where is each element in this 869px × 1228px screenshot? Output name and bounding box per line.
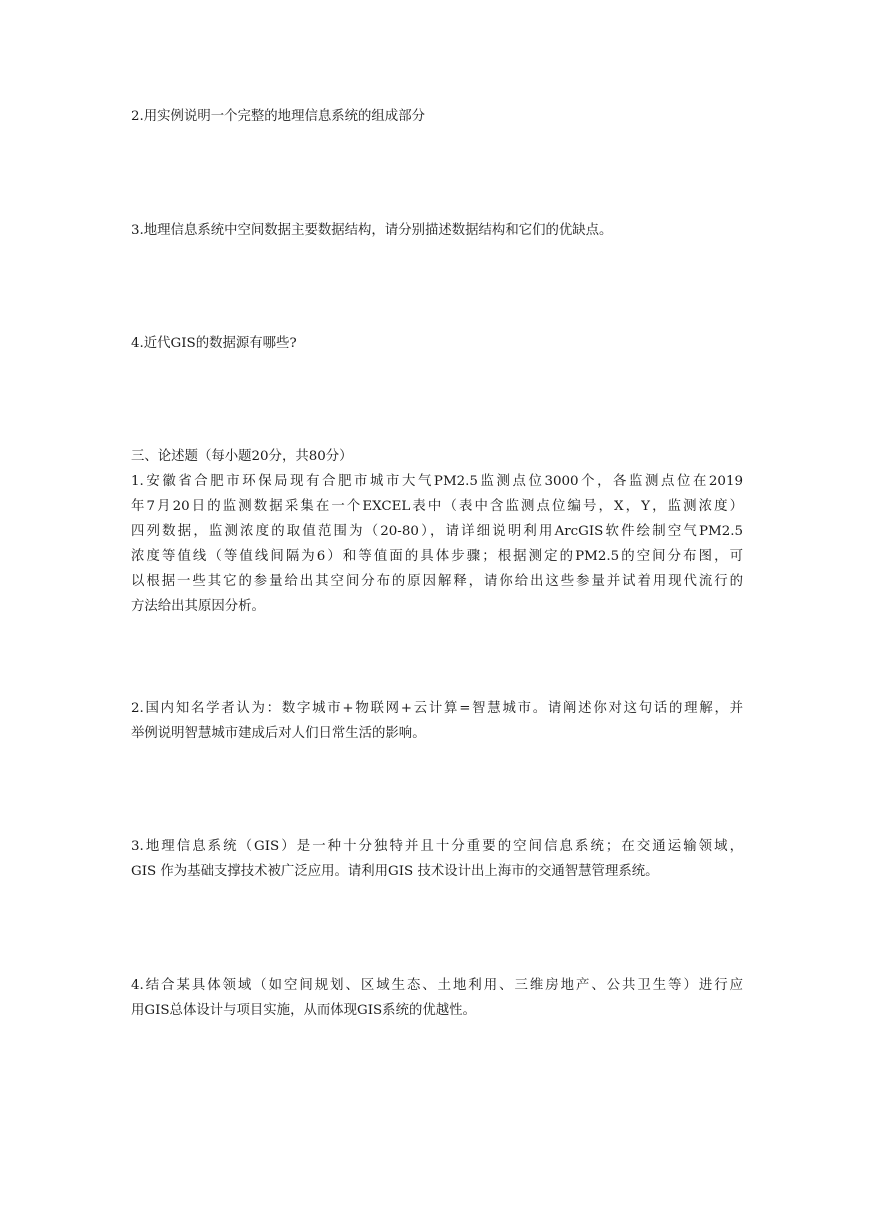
question-2-short-answer xyxy=(131,104,743,129)
question-line: 用GIS总体设计与项目实施，从而体现GIS系统的优越性。 xyxy=(131,1003,476,1018)
question-line: 3.地理信息系统（GIS）是一种十分独特并且十分重要的空间信息系统；在交通运输领域， xyxy=(131,839,743,854)
question-text: 2.用实例说明一个完整的地理信息系统的组成部分 xyxy=(131,109,425,124)
question-line: 浓度等值线（等值线间隔为6）和等值面的具体步骤；根据测定的PM2.5的空间分布图，可 xyxy=(131,549,743,564)
essay-question-1 xyxy=(131,469,743,619)
question-line: 举例说明智慧城市建成后对人们日常生活的影响。 xyxy=(131,726,426,741)
question-text: 4.近代GIS的数据源有哪些? xyxy=(131,336,297,351)
question-line: 2.国内知名学者认为：数字城市+物联网+云计算=智慧城市。请阐述你对这句话的理解，并 xyxy=(131,701,743,716)
essay-question-4 xyxy=(131,973,743,1023)
question-line: 4.结合某具体领域（如空间规划、区域生态、土地利用、三维房地产、公共卫生等）进行应 xyxy=(131,978,743,993)
essay-question-2 xyxy=(131,696,743,746)
question-line: 1.安徽省合肥市环保局现有合肥市城市大气PM2.5监测点位3000个，各监测点位在2019 xyxy=(131,474,743,489)
section-heading-essay xyxy=(131,444,743,469)
question-3-short-answer xyxy=(131,218,743,243)
essay-question-3 xyxy=(131,834,743,884)
question-line: 以根据一些其它的参量给出其空间分布的原因解释，请你给出这些参量并试着用现代流行的 xyxy=(131,574,743,589)
section-heading: 三、论述题（每小题20分，共80分） xyxy=(131,449,353,464)
question-text: 3.地理信息系统中空间数据主要数据结构，请分别描述数据结构和它们的优缺点。 xyxy=(131,223,613,238)
question-line: 年7月20日的监测数据采集在一个EXCEL表中（表中含监测点位编号，X，Y，监测浓度） xyxy=(131,499,743,514)
question-line: 四列数据，监测浓度的取值范围为（20-80），请详细说明利用ArcGIS软件绘制空气PM2.5 xyxy=(131,524,743,539)
question-4-short-answer xyxy=(131,331,743,356)
question-line: GIS 作为基础支撑技术被广泛应用。请利用GIS 技术设计出上海市的交通智慧管理系统。 xyxy=(131,864,659,879)
question-line: 方法给出其原因分析。 xyxy=(131,599,265,614)
